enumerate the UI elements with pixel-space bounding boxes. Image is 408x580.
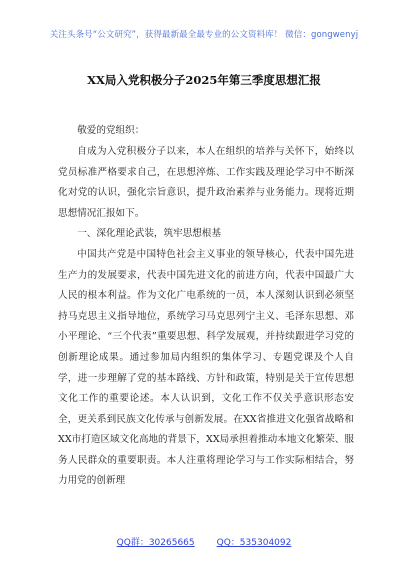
qq-group-link[interactable]: QQ群：30265665 (116, 538, 195, 548)
salutation: 敬爱的党组织： (77, 125, 145, 136)
header-banner: 关注头条号“公文研究”，获得最新最全最专业的公文资料库！ 微信：gongwenyj (49, 30, 359, 40)
document-title: XX局入党积极分子2025年第三季度思想汇报 (87, 73, 321, 87)
document-body (58, 121, 354, 492)
section-heading: 一、深化理论武装，筑牢思想根基 (77, 228, 222, 240)
footer-contact (0, 535, 408, 548)
qq-contact-link[interactable]: QQ：535304092 (216, 538, 292, 548)
intro-paragraph: 自成为入党积极分子以来，本人在组织的培养与关怀下，始终以党员标准严格要求自己，在思想淬炼、工作实践及理论学习中不断深化对党的认识，强化宗旨意识，提升政治素养与业务能力。现将近期思想情况汇报如下。 (58, 145, 354, 219)
section-paragraph: 中国共产党是中国特色社会主义事业的领导核心，代表中国先进生产力的发展要求，代表中国先进文化的前进方向，代表中国最广大人民的根本利益。作为文化广电系统的一员，本人深刻认识到必须坚持马克思主义指导地位，系统学习马克思列宁主义、毛泽东思想、邓小平理论、“三个代表”重要思想、科学发展观，并持续跟进学习党的创新理论成果。通过参加局内组织的集体学习、专题党课及个人自学，进一步理解了党的基本路线、方针和政策，特别是关于宣传思想文化工作的重要论述。本人认识到，文化工作不仅关乎意识形态安全，更关系到民族文化传承与创新发展。在XX省推进文化强省战略和XX市打造区域文化高地的背景下，XX局承担着推动本地文化繁荣、服务人民群众的重要职责。本人注重将理论学习与工作实际相结合，努力用党的创新理 (58, 248, 354, 487)
